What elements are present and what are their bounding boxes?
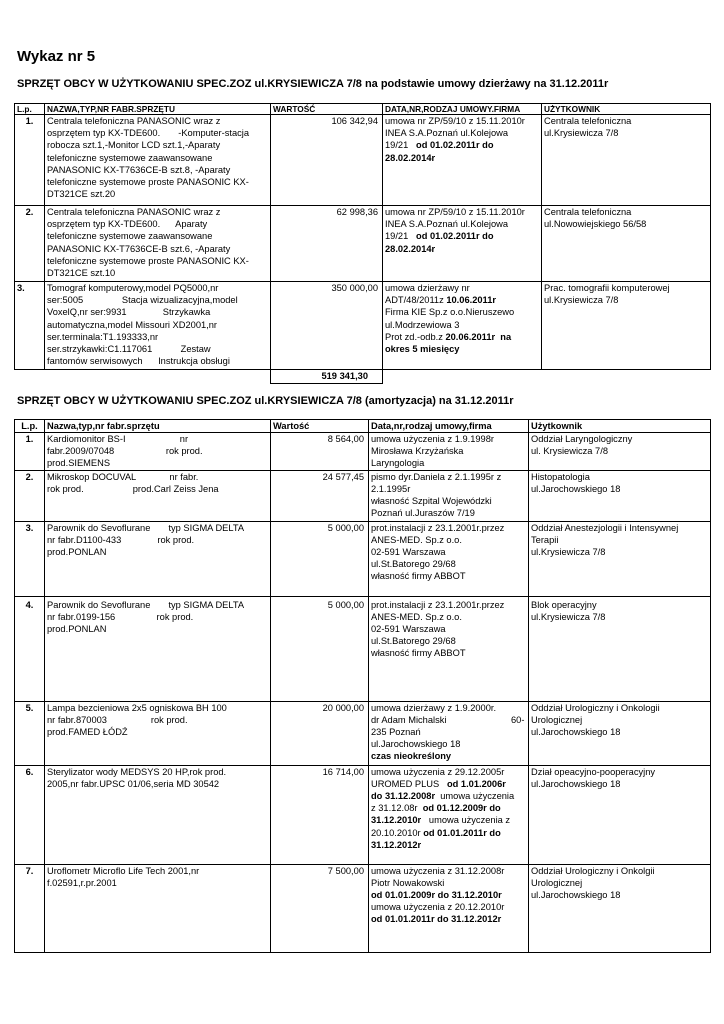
- col-value: Wartość: [271, 420, 369, 433]
- row-contract: prot.instalacji z 23.1.2001r.przez ANES-MED. Sp.z o.o. 02-591 Warszawa ul.St.Batorego 29/68 własność firmy ABBOT: [369, 596, 529, 701]
- col-contract: DATA,NR,RODZAJ UMOWY.FIRMA: [383, 104, 542, 115]
- row-user: Oddział Laryngologiczny ul. Krysiewicza 7/8: [529, 433, 711, 471]
- col-name: Nazwa,typ,nr fabr.sprzętu: [45, 420, 271, 433]
- col-user: Użytkownik: [529, 420, 711, 433]
- row-lp: 3.: [15, 521, 45, 596]
- row-value: 5 000,00: [271, 521, 369, 596]
- row-lp: 2.: [15, 470, 45, 521]
- table-row: [15, 470, 711, 521]
- section1-heading: SPRZĘT OBCY W UŻYTKOWANIU SPEC.ZOZ ul.KRYSIEWICZA 7/8 na podstawie umowy dzierżawy na 31.12.2011r: [17, 78, 609, 90]
- row-user: Centrala telefoniczna ul.Nowowiejskiego 56/58: [542, 206, 711, 282]
- row-value: 16 714,00: [271, 765, 369, 864]
- row-user: Centrala telefoniczna ul.Krysiewicza 7/8: [542, 115, 711, 206]
- total-value: 519 341,30: [271, 370, 383, 384]
- row-lp: 1.: [15, 433, 45, 471]
- table-row: [15, 596, 711, 701]
- row-contract: umowa użyczenia z 29.12.2005r UROMED PLUS od 1.01.2006r do 31.12.2008r umowa użyczenia z 31.12.08r od 01.12.2009r do 31.12.2010r umowa użyczenia z 20.10.2010r od 01.01.2011r do 31.12.2012r: [369, 765, 529, 864]
- table-row: [15, 433, 711, 471]
- row-name: Parownik do Sevoflurane typ SIGMA DELTA nr fabr.D1100-433 rok prod. prod.PONLAN: [45, 521, 271, 596]
- row-value: 7 500,00: [271, 864, 369, 952]
- col-name: NAZWA,TYP,NR FABR.SPRZĘTU: [45, 104, 271, 115]
- row-contract: pismo dyr.Daniela z 2.1.1995r z 2.1.1995r własność Szpital Wojewódzki Poznań ul.Juraszów 7/19: [369, 470, 529, 521]
- table-header-row: [15, 420, 711, 433]
- row-value: 5 000,00: [271, 596, 369, 701]
- row-name: Kardiomonitor BS-I nr fabr.2009/07048 rok prod. prod.SIEMENS: [45, 433, 271, 471]
- table-row: [15, 765, 711, 864]
- row-lp: 4.: [15, 596, 45, 701]
- row-contract: umowa dzierżawy z 1.9.2000r. dr Adam Michalski 60- 235 Poznań ul.Jarochowskiego 18 czas nieokreślony: [369, 701, 529, 765]
- row-lp: 5.: [15, 701, 45, 765]
- amortized-equipment-table: [14, 419, 711, 953]
- leased-equipment-table: [14, 103, 711, 384]
- row-contract: umowa użyczenia z 1.9.1998r Mirosława Krzyżańska Laryngologia: [369, 433, 529, 471]
- table-row: [15, 701, 711, 765]
- table-header-row: [15, 104, 711, 115]
- row-lp: 3.: [15, 282, 45, 370]
- row-value: 24 577,45: [271, 470, 369, 521]
- row-contract: prot.instalacji z 23.1.2001r.przez ANES-MED. Sp.z o.o. 02-591 Warszawa ul.St.Batorego 29/68 własność firmy ABBOT: [369, 521, 529, 596]
- row-contract: umowa użyczenia z 31.12.2008r Piotr Nowakowski od 01.01.2009r do 31.12.2010r umowa użyczenia z 20.12.2010r od 01.01.2011r do 31.12.2012r: [369, 864, 529, 952]
- table-row: [15, 115, 711, 206]
- row-user: Oddział Urologiczny i Onkolgii Urologicznej ul.Jarochowskiego 18: [529, 864, 711, 952]
- row-lp: 6.: [15, 765, 45, 864]
- row-lp: 1.: [15, 115, 45, 206]
- row-value: 62 998,36: [271, 206, 383, 282]
- row-name: Parownik do Sevoflurane typ SIGMA DELTA nr fabr.0199-156 rok prod. prod.PONLAN: [45, 596, 271, 701]
- row-user: Histopatologia ul.Jarochowskiego 18: [529, 470, 711, 521]
- row-name: Centrala telefoniczna PANASONIC wraz z osprzętem typ KX-TDE600. -Komputer-stacja robocza szt.1,-Monitor LCD szt.1,-Aparaty telefoniczne systemowe zaawansowane PANASONIC KX-T7636CE-B szt.8, -Aparaty telefoniczne systemowe proste PANASONIC KX- DT321CE szt.20: [45, 115, 271, 206]
- table-row: [15, 206, 711, 282]
- col-lp: L.p.: [15, 104, 45, 115]
- col-contract: Data,nr,rodzaj umowy,firma: [369, 420, 529, 433]
- row-value: 350 000,00: [271, 282, 383, 370]
- row-value: 20 000,00: [271, 701, 369, 765]
- row-name: Uroflometr Microflo Life Tech 2001,nr f.02591,r.pr.2001: [45, 864, 271, 952]
- total-row: [15, 370, 711, 384]
- table-row: [15, 864, 711, 952]
- row-value: 8 564,00: [271, 433, 369, 471]
- row-user: Blok operacyjny ul.Krysiewicza 7/8: [529, 596, 711, 701]
- row-value: 106 342,94: [271, 115, 383, 206]
- col-user: UŻYTKOWNIK: [542, 104, 711, 115]
- row-name: Lampa bezcieniowa 2x5 ogniskowa BH 100 nr fabr.870003 rok prod. prod.FAMED ŁÓDŹ: [45, 701, 271, 765]
- row-contract: umowa nr ZP/59/10 z 15.11.2010r INEA S.A.Poznań ul.Kolejowa 19/21 od 01.02.2011r do 28.02.2014r: [383, 206, 542, 282]
- row-user: Dział opeacyjno-pooperacyjny ul.Jarochowskiego 18: [529, 765, 711, 864]
- row-name: Mikroskop DOCUVAL nr fabr. rok prod. prod.Carl Zeiss Jena: [45, 470, 271, 521]
- row-lp: 2.: [15, 206, 45, 282]
- row-user: Oddział Urologiczny i Onkologii Urologicznej ul.Jarochowskiego 18: [529, 701, 711, 765]
- page-title: Wykaz nr 5: [17, 48, 96, 65]
- row-contract: umowa nr ZP/59/10 z 15.11.2010r INEA S.A.Poznań ul.Kolejowa 19/21 od 01.02.2011r do 28.02.2014r: [383, 115, 542, 206]
- row-name: Tomograf komputerowy,model PQ5000,nr ser:5005 Stacja wizualizacyjna,model VoxelQ,nr ser:9931 Strzykawka automatyczna,model Missouri XD2001,nr ser.terminala:T1.193333,nr ser.strzykawki:C1.117061 Zestaw fantomów serwisowych Instrukcja obsługi: [45, 282, 271, 370]
- table-row: [15, 521, 711, 596]
- col-lp: L.p.: [15, 420, 45, 433]
- col-value: WARTOŚĆ: [271, 104, 383, 115]
- row-lp: 7.: [15, 864, 45, 952]
- row-name: Centrala telefoniczna PANASONIC wraz z osprzętem typ KX-TDE600. Aparaty telefoniczne systemowe zaawansowane PANASONIC KX-T7636CE-B szt.6, -Aparaty telefoniczne systemowe proste PANASONIC KX- DT321CE szt.10: [45, 206, 271, 282]
- row-contract: umowa dzierżawy nr ADT/48/2011z 10.06.2011r Firma KIE Sp.z o.o.Nieruszewo ul.Modrzewiowa 3 Prot zd.-odb.z 20.06.2011r na okres 5 miesięcy: [383, 282, 542, 370]
- table-row: [15, 282, 711, 370]
- row-user: Prac. tomografii komputerowej ul.Krysiewicza 7/8: [542, 282, 711, 370]
- row-user: Oddział Anestezjologii i Intensywnej Terapii ul.Krysiewicza 7/8: [529, 521, 711, 596]
- section2-heading: SPRZĘT OBCY W UŻYTKOWANIU SPEC.ZOZ ul.KRYSIEWICZA 7/8 (amortyzacja) na 31.12.2011r: [17, 395, 514, 407]
- row-name: Sterylizator wody MEDSYS 20 HP,rok prod. 2005,nr fabr.UPSC 01/06,seria MD 30542: [45, 765, 271, 864]
